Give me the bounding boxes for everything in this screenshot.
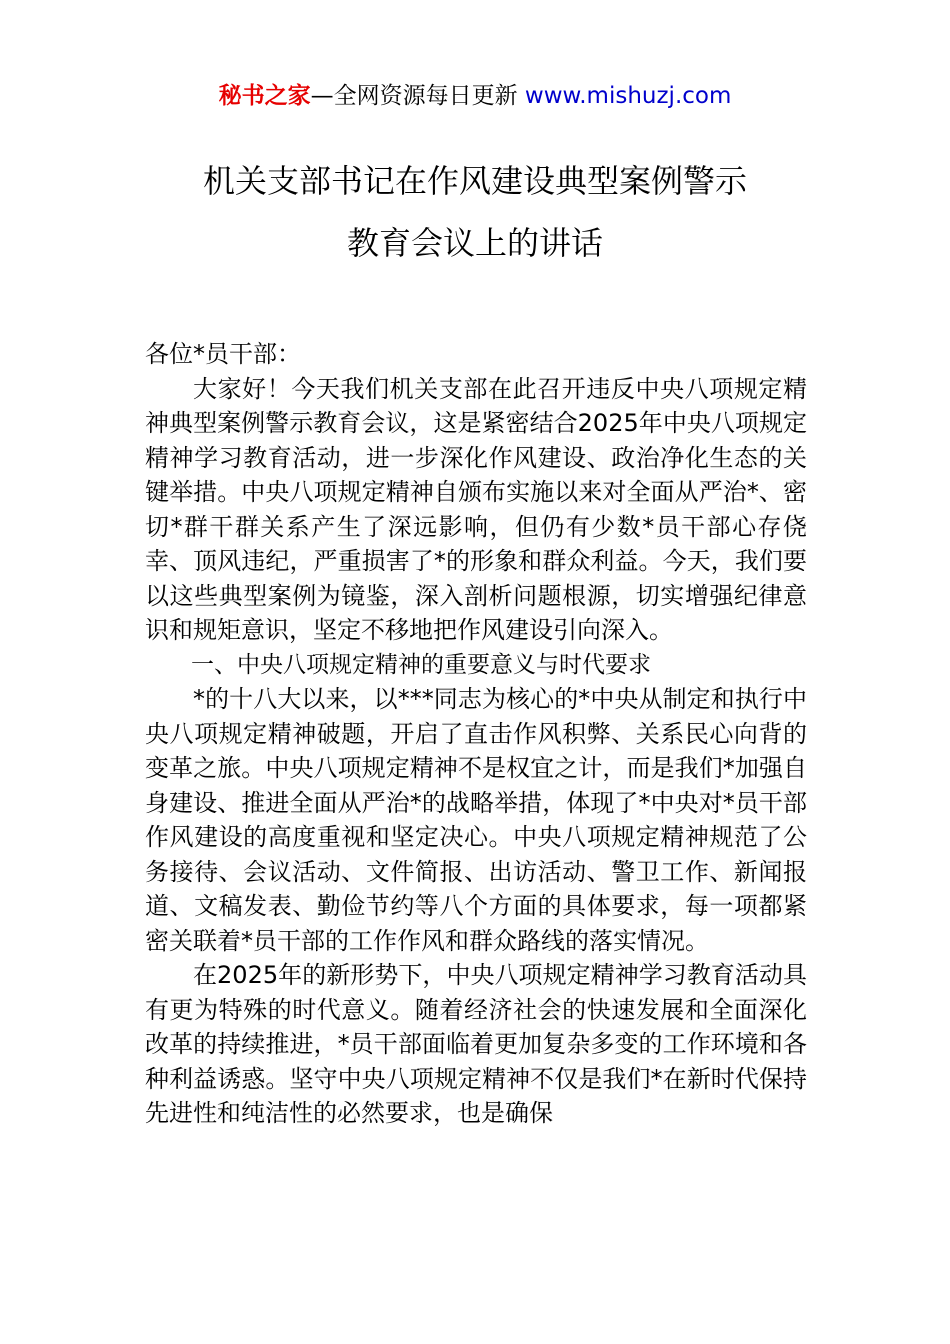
header-tagline: —全网资源每日更新 — [310, 83, 525, 109]
document-body — [145, 337, 807, 1131]
title-line-1: 机关支部书记在作风建设典型案例警示 — [202, 162, 747, 200]
paragraph-opening: 大家好！今天我们机关支部在此召开违反中央八项规定精神典型案例警示教育会议，这是紧密结合2025年中央八项规定精神学习教育活动，进一步深化作风建设、政治净化生态的关键举措。中央八项规定精神自颁布实施以来对全面从严治*、密切*群干群关系产生了深远影响，但仍有少数*员干部心存侥幸、顶风违纪，严重损害了*的形象和群众利益。今天，我们要以这些典型案例为镜鉴，深入剖析问题根源，切实增强纪律意识和规矩意识，坚定不移地把作风建设引向深入。 — [145, 374, 807, 644]
section-heading-1: 一、中央八项规定精神的重要意义与时代要求 — [191, 651, 651, 678]
site-url-link[interactable]: www.mishuzj.com — [524, 83, 732, 109]
salutation: 各位*员干部： — [145, 340, 301, 368]
title-line-2: 教育会议上的讲话 — [346, 224, 603, 262]
brand-name: 秘书之家 — [218, 83, 311, 109]
paragraph-significance: *的十八大以来，以***同志为核心的*中央从制定和执行中央八项规定精神破题，开启了直击作风积弊、关系民心向背的变革之旅。中央八项规定精神不是权宜之计，而是我们*加强自身建设、推进全面从严治*的战略举措，体现了*中央对*员干部作风建设的高度重视和坚定决心。中央八项规定精神规范了公务接待、会议活动、文件简报、出访活动、警卫工作、新闻报道、文稿发表、勤俭节约等八个方面的具体要求，每一项都紧密关联着*员干部的工作作风和群众路线的落实情况。 — [145, 685, 807, 955]
site-header — [0, 80, 950, 112]
paragraph-2025-context: 在2025年的新形势下，中央八项规定精神学习教育活动具有更为特殊的时代意义。随着经济社会的快速发展和全面深化改革的持续推进，*员干部面临着更加复杂多变的工作环境和各种利益诱惑。坚守中央八项规定精神不仅是我们*在新时代保持先进性和纯洁性的必然要求，也是确保 — [145, 961, 807, 1127]
document-title — [100, 150, 850, 274]
